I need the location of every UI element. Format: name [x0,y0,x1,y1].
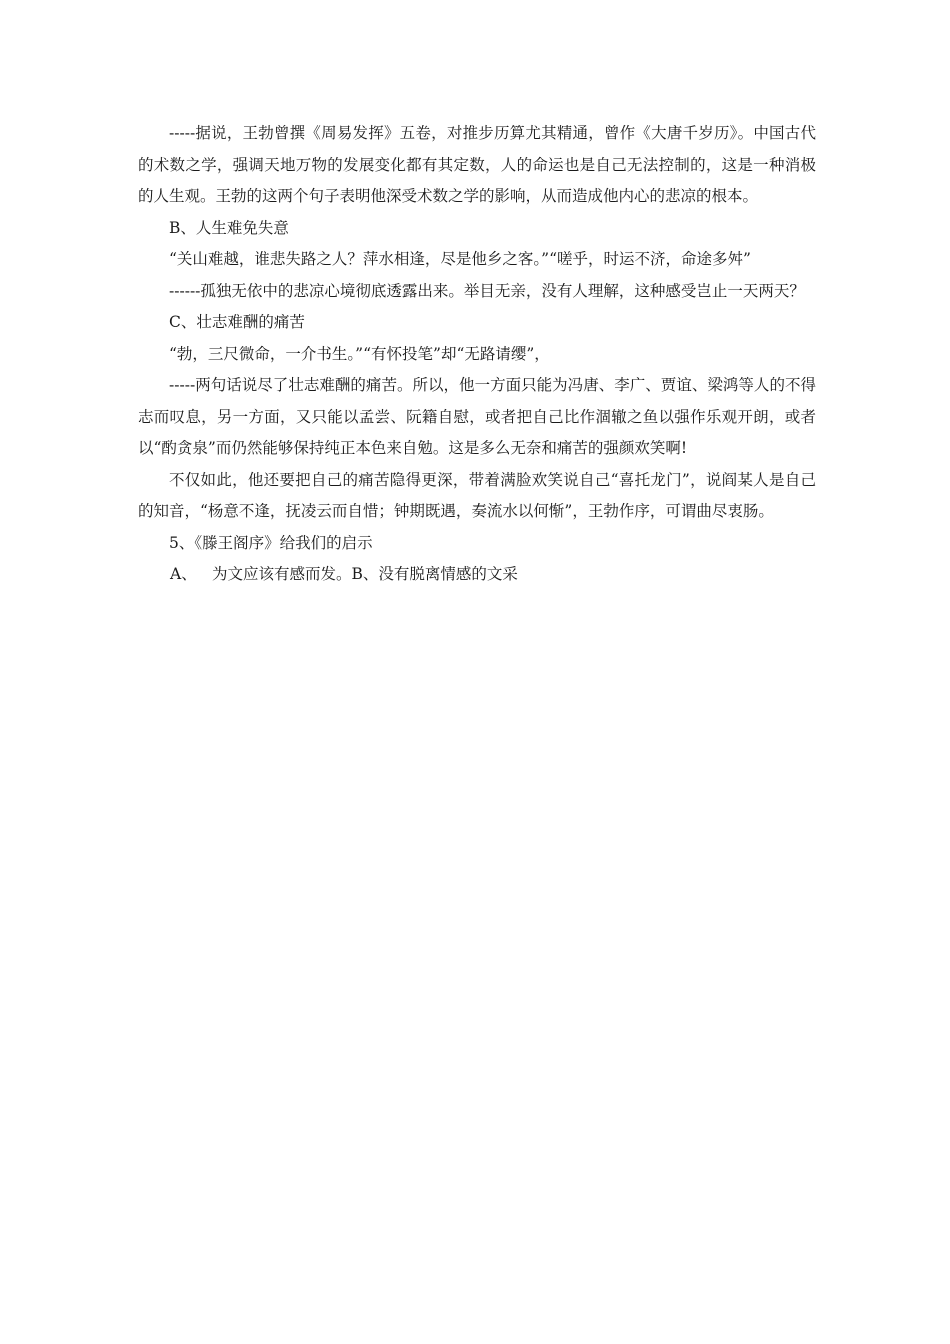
quote-bo: “勃，三尺微命，一介书生。”“有怀投笔”却“无路请缨”， [169,344,550,363]
paragraph-zhuangzhi: -----两句话说尽了壮志难酬的痛苦。所以，他一方面只能为冯唐、李广、贾谊、梁鸿等人的不得志而叹息，另一方面，又只能以孟尝、阮籍自慰，或者把自己比作涸辙之鱼以强作乐观开朗，或者以“酌贪泉”而仍然能够保持纯正本色来自勉。这是多么无奈和痛苦的强颜欢笑啊! [138,376,816,457]
list-item-a [138,559,816,591]
list-item-text: 为文应该有感而发。B、没有脱离情感的文采 [212,565,518,583]
heading-c: C、壮志难酬的痛苦 [169,313,305,331]
paragraph-bujin: 不仅如此，他还要把自己的痛苦隐得更深，带着满脸欢笑说自己“喜托龙门”，说阎某人是自己的知音，“杨意不逢，抚凌云而自惜；钟期既遇，奏流水以何惭”，王勃作序，可谓曲尽衷肠。 [138,470,816,520]
paragraph-shushu: -----据说，王勃曾撰《周易发挥》五卷，对推步历算尤其精通，曾作《大唐千岁历》。中国古代的术数之学，强调天地万物的发展变化都有其定数，人的命运也是自己无法控制的，这是一种消极的人生观。王勃的这两个句子表明他深受术数之学的影响，从而造成他内心的悲凉的根本。 [138,124,816,205]
heading-5: 5、《滕王阁序》给我们的启示 [169,533,373,552]
document-body [138,118,816,591]
heading-b: B、人生难免失意 [169,218,289,237]
quote-guanshan: “关山难越，谁悲失路之人？萍水相逢，尽是他乡之客。”“嗟乎，时运不济，命途多舛” [169,250,751,268]
paragraph-gudu: ------孤独无依中的悲凉心境彻底透露出来。举目无亲，没有人理解，这种感受岂止一天两天？ [169,281,805,300]
list-marker: A、 [170,565,197,583]
